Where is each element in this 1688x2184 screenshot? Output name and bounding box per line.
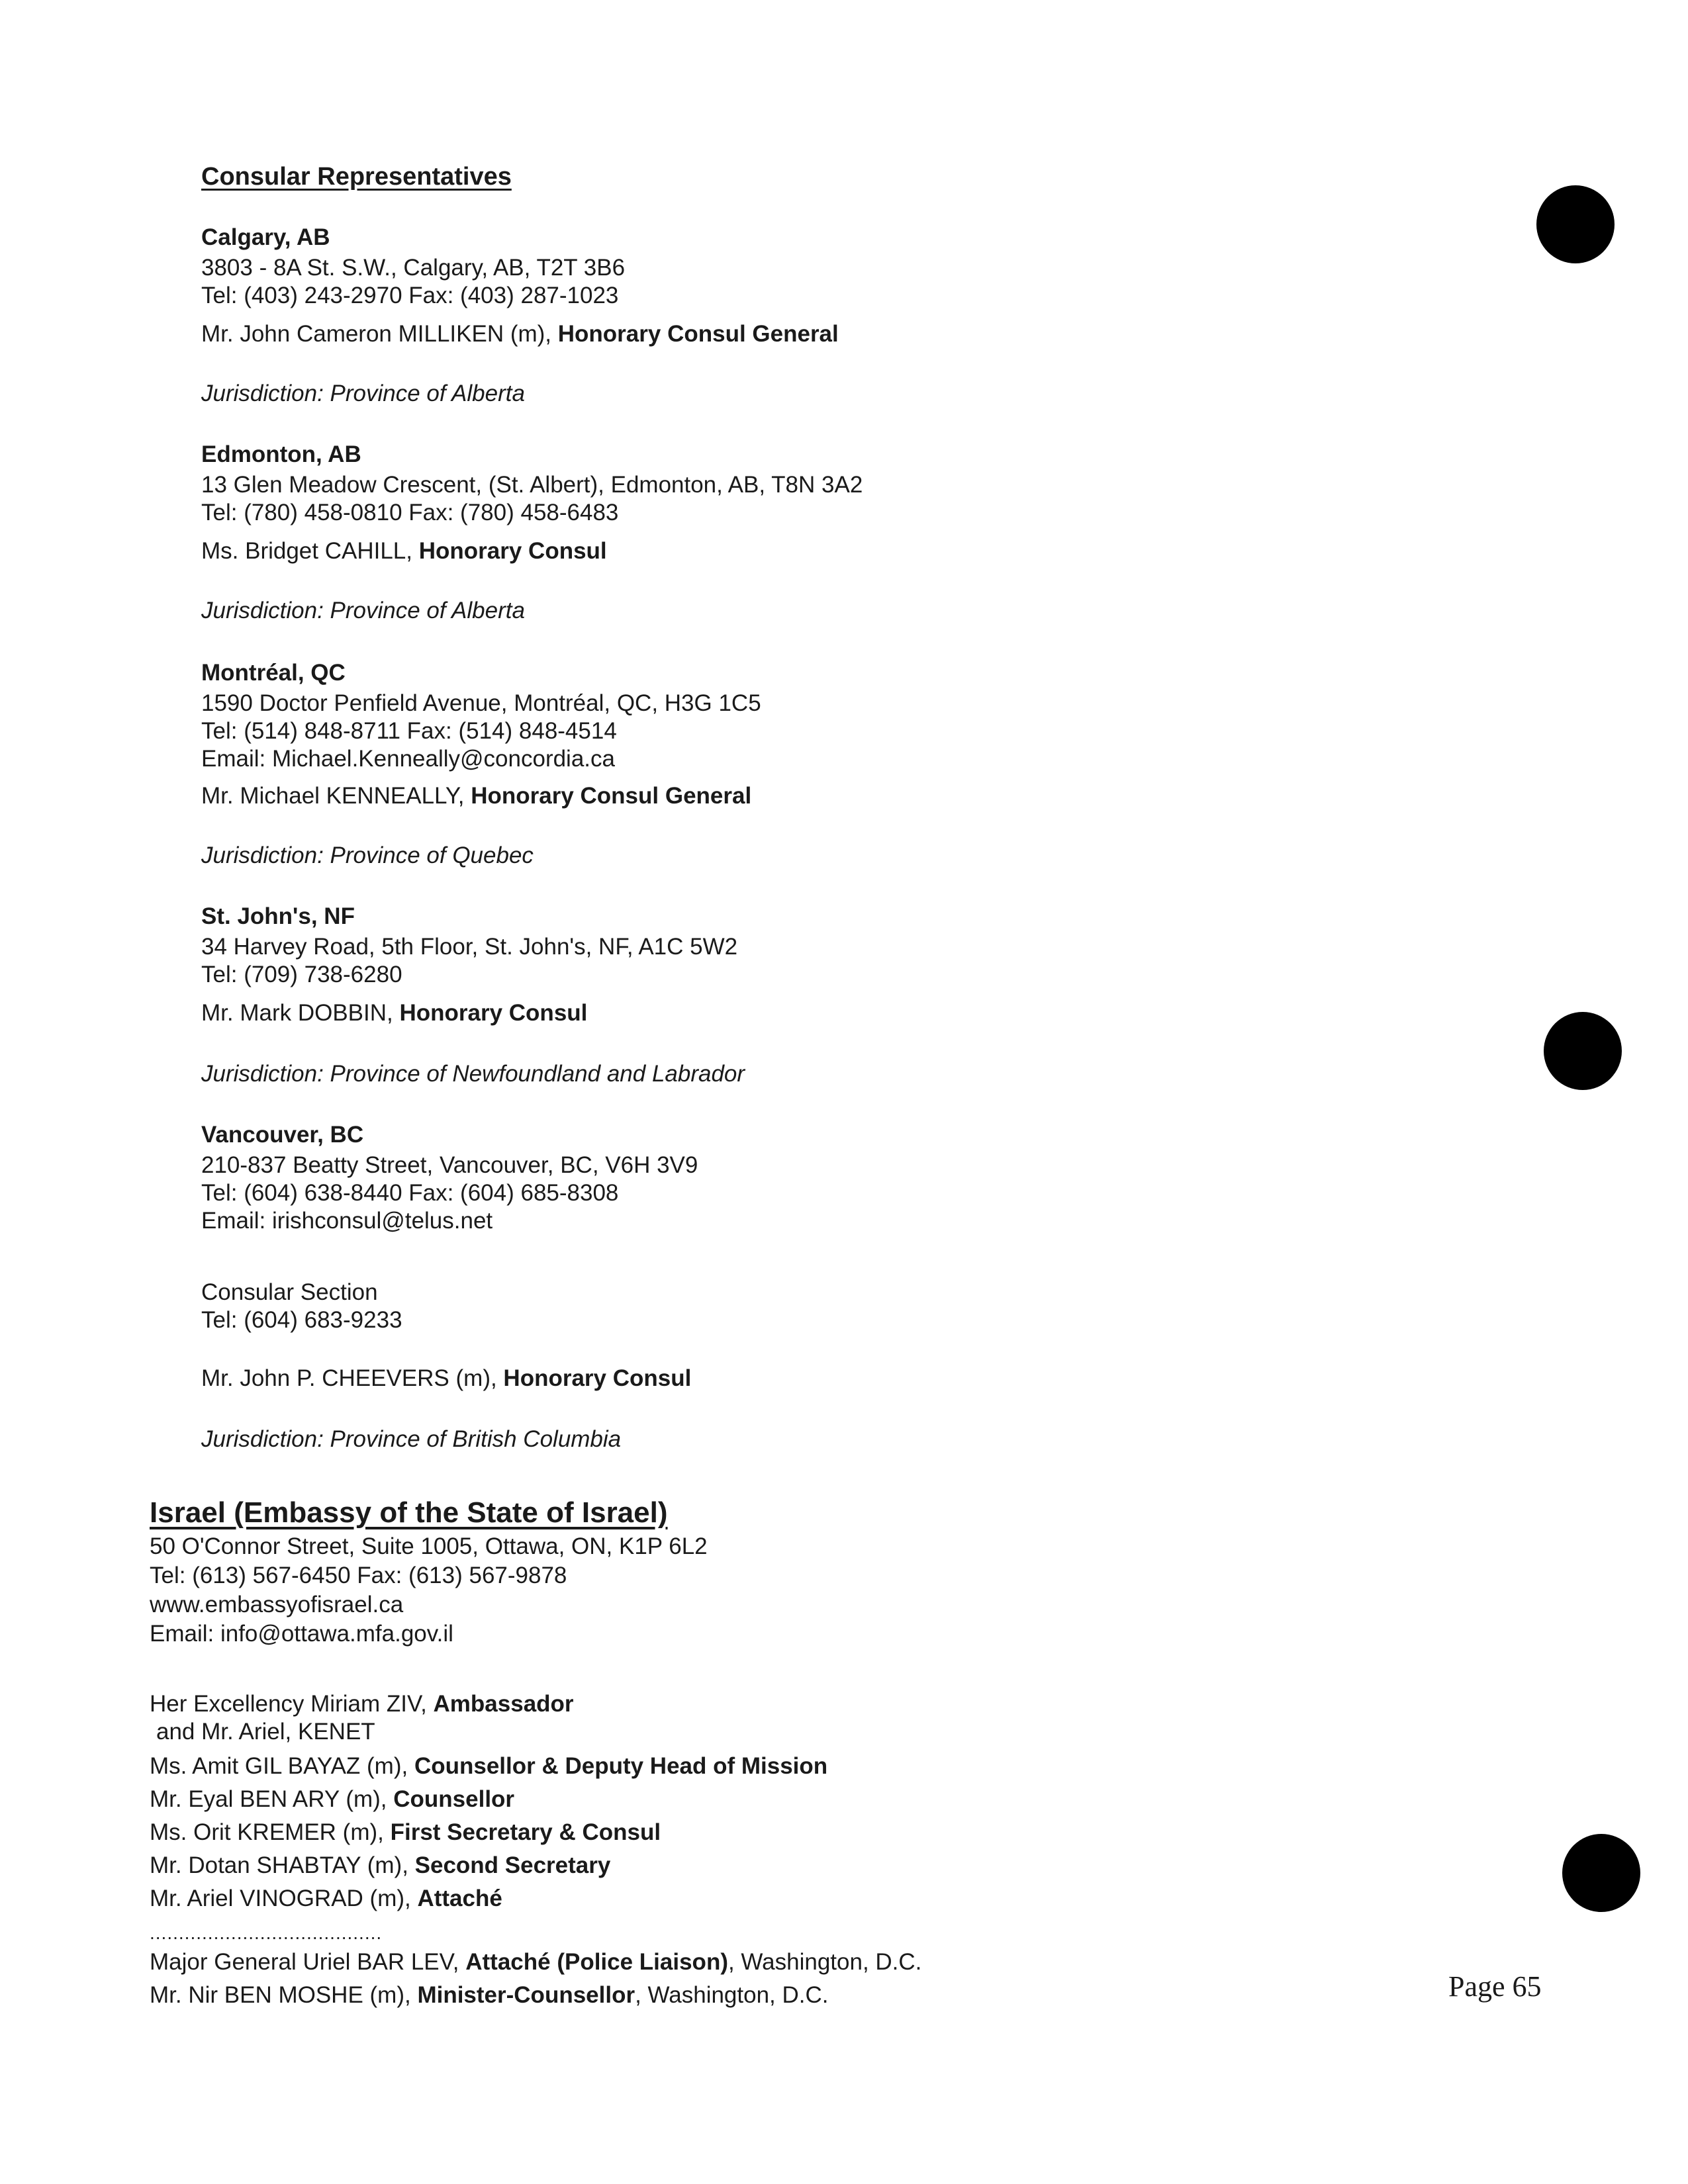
office-jurisdiction-vancouver [201, 1426, 621, 1453]
office-address-st-johns: 34 Harvey Road, 5th Floor, St. John's, NF, A1C 5W2 [201, 934, 738, 960]
office-city-montreal: Montréal, QC [201, 660, 346, 686]
staff-title: Second Secretary [414, 1852, 611, 1878]
jurisdiction-label: Jurisdiction: [201, 842, 324, 868]
jurisdiction-value: Province of Newfoundland and Labrador [323, 1061, 745, 1087]
office-city-edmonton: Edmonton, AB [201, 441, 361, 467]
staff-name: Major General Uriel BAR LEV, [150, 1949, 466, 1975]
office-rep-edmonton [201, 537, 607, 565]
office-tel-st-johns: Tel: (709) 738-6280 [201, 962, 402, 987]
israel-ambassador [150, 1690, 574, 1718]
staff-name: Mr. Dotan SHABTAY (m), [150, 1852, 415, 1878]
office-city-vancouver: Vancouver, BC [201, 1122, 364, 1148]
office-address-vancouver: 210-837 Beatty Street, Vancouver, BC, V6H 3V9 [201, 1152, 698, 1178]
office-city-st-johns: St. John's, NF [201, 903, 355, 929]
rep-name: Mr. John P. CHEEVERS (m), [201, 1365, 504, 1391]
office-address-montreal: 1590 Doctor Penfield Avenue, Montréal, QC, H3G 1C5 [201, 690, 761, 716]
ambassador-title: Ambassador [433, 1691, 574, 1717]
staff-location: , Washington, D.C. [727, 1949, 922, 1975]
office-rep-montreal [201, 782, 751, 810]
office-tel-montreal: Tel: (514) 848-8711 Fax: (514) 848-4514 [201, 718, 617, 744]
jurisdiction-value: Province of Quebec [323, 842, 534, 868]
office-rep-st-johns [201, 999, 587, 1027]
staff-name: Ms. Orit KREMER (m), [150, 1819, 391, 1845]
rep-name: Mr. Mark DOBBIN, [201, 1000, 400, 1026]
office-rep-vancouver [201, 1365, 691, 1392]
punch-hole-middle [1544, 1012, 1622, 1090]
office-jurisdiction-calgary [201, 380, 525, 408]
rep-title: Honorary Consul General [557, 321, 839, 347]
office-jurisdiction-st-johns [201, 1060, 745, 1088]
israel-address: 50 O'Connor Street, Suite 1005, Ottawa, ON, K1P 6L2 [150, 1533, 708, 1559]
office-jurisdiction-edmonton [201, 597, 525, 625]
staff-title: Counsellor & Deputy Head of Mission [414, 1753, 828, 1779]
rep-title: Honorary Consul General [471, 783, 752, 809]
office-tel-edmonton: Tel: (780) 458-0810 Fax: (780) 458-6483 [201, 500, 619, 525]
israel-website: www.embassyofisrael.ca [150, 1592, 404, 1617]
office-email-montreal: Email: Michael.Kenneally@concordia.ca [201, 746, 615, 772]
office-address-edmonton: 13 Glen Meadow Crescent, (St. Albert), Edmonton, AB, T8N 3A2 [201, 472, 863, 498]
israel-heading: Israel (Embassy of the State of Israel) [150, 1496, 668, 1529]
jurisdiction-label: Jurisdiction: [201, 1061, 324, 1087]
israel-staff-row [150, 1885, 502, 1913]
rep-name: Mr. Michael KENNEALLY, [201, 783, 471, 809]
rep-title: Honorary Consul [418, 538, 607, 564]
jurisdiction-value: Province of Alberta [323, 381, 525, 406]
staff-name: Mr. Ariel VINOGRAD (m), [150, 1886, 418, 1911]
office-tel-calgary: Tel: (403) 243-2970 Fax: (403) 287-1023 [201, 283, 619, 308]
staff-title: Attaché [417, 1886, 502, 1911]
rep-name: Ms. Bridget CAHILL, [201, 538, 419, 564]
rep-title: Honorary Consul [399, 1000, 588, 1026]
ambassador-name: Her Excellency Miriam ZIV, [150, 1691, 434, 1717]
office-tel-vancouver: Tel: (604) 638-8440 Fax: (604) 685-8308 [201, 1180, 619, 1206]
staff-location: , Washington, D.C. [635, 1982, 829, 2008]
page-number: Page 65 [1448, 1970, 1542, 2003]
jurisdiction-value: Province of British Columbia [323, 1426, 622, 1452]
israel-ambassador-spouse: and Mr. Ariel, KENET [156, 1719, 375, 1745]
israel-staff-row [150, 1852, 610, 1880]
israel-remote-staff-row [150, 1948, 921, 1976]
israel-remote-staff-row [150, 1981, 829, 2009]
israel-email: Email: info@ottawa.mfa.gov.il [150, 1621, 453, 1647]
staff-title: Counsellor [393, 1786, 515, 1812]
punch-hole-bottom [1562, 1834, 1640, 1912]
office-section-vancouver: Consular Section [201, 1279, 378, 1305]
office-rep-calgary [201, 320, 839, 348]
israel-tel: Tel: (613) 567-6450 Fax: (613) 567-9878 [150, 1563, 567, 1588]
staff-name: Mr. Eyal BEN ARY (m), [150, 1786, 394, 1812]
israel-staff-row [150, 1819, 661, 1846]
separator-dots: ........................................ [150, 1923, 383, 1943]
jurisdiction-label: Jurisdiction: [201, 1426, 324, 1452]
office-email-vancouver: Email: irishconsul@telus.net [201, 1208, 493, 1234]
jurisdiction-label: Jurisdiction: [201, 381, 324, 406]
jurisdiction-value: Province of Alberta [323, 598, 525, 623]
staff-name: Mr. Nir BEN MOSHE (m), [150, 1982, 418, 2008]
office-section-tel-vancouver: Tel: (604) 683-9233 [201, 1307, 402, 1333]
staff-title: First Secretary & Consul [390, 1819, 661, 1845]
staff-name: Ms. Amit GIL BAYAZ (m), [150, 1753, 414, 1779]
israel-staff-row [150, 1786, 514, 1813]
staff-title: Minister-Counsellor [417, 1982, 635, 2008]
office-address-calgary: 3803 - 8A St. S.W., Calgary, AB, T2T 3B6 [201, 255, 626, 281]
rep-name: Mr. John Cameron MILLIKEN (m), [201, 321, 558, 347]
punch-hole-top [1536, 185, 1615, 263]
staff-title: Attaché (Police Liaison) [465, 1949, 728, 1975]
israel-staff-row [150, 1752, 827, 1780]
office-jurisdiction-montreal [201, 842, 534, 870]
rep-title: Honorary Consul [503, 1365, 692, 1391]
office-city-calgary: Calgary, AB [201, 224, 330, 250]
consular-heading: Consular Representatives [201, 163, 512, 191]
jurisdiction-label: Jurisdiction: [201, 598, 324, 623]
